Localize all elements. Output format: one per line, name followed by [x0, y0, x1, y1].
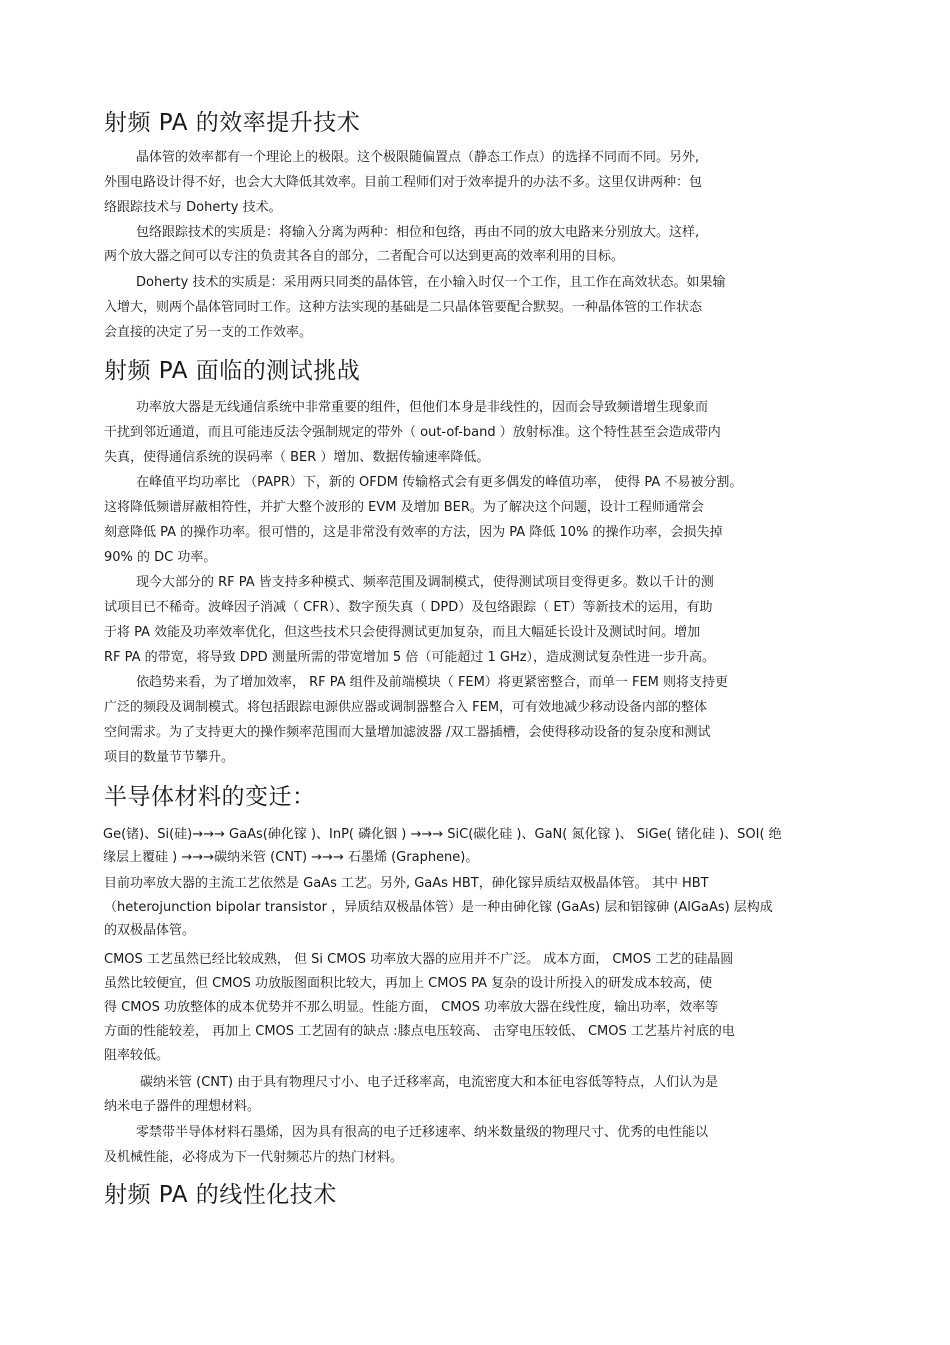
- section-heading-semiconductor-materials: 半导体材料的变迁：: [104, 784, 316, 810]
- paragraph-line: 两个放大器之间可以专注的负责其各自的部分，二者配合可以达到更高的效率利用的目标。: [104, 249, 625, 264]
- paragraph-line: 目前功率放大器的主流工艺依然是 GaAs 工艺。另外, GaAs HBT，砷化镓异质结双极晶体管。 其中 HBT: [104, 876, 709, 891]
- paragraph-line: 干扰到邻近通道，而且可能违反法令强制规定的带外（ out-of-band ）放射标准。这个特性甚至会造成带内: [104, 425, 721, 440]
- paragraph-line: 的双极晶体管。: [104, 923, 196, 938]
- paragraph-line: 方面的性能较差， 再加上 CMOS 工艺固有的缺点 :膝点电压较高、 击穿电压较低、 CMOS 工艺基片衬底的电: [104, 1024, 735, 1039]
- paragraph-line: 失真，使得通信系统的误码率（ BER ）增加、数据传输速率降低。: [104, 450, 490, 465]
- paragraph-line: 碳纳米管 (CNT) 由于具有物理尺寸小、电子迁移率高，电流密度大和本征电容低等特点，人们认为是: [140, 1075, 719, 1090]
- paragraph-line: Ge(锗)、Si(硅)→→→ GaAs(砷化镓 )、InP( 磷化铟 ) →→→ SiC(碳化硅 )、GaN( 氮化镓 )、 SiGe( 锗化硅 )、SOI( 绝: [103, 827, 782, 842]
- paragraph-line: 阻率较低。: [104, 1048, 170, 1063]
- paragraph-line: 试项目已不稀奇。波峰因子消减（ CFR）、数字预失真（ DPD）及包络跟踪（ ET）等新技术的运用，有助: [104, 600, 713, 615]
- paragraph-line: （heterojunction bipolar transistor ，异质结双极晶体管）是一种由砷化镓 (GaAs) 层和铝镓砷 (AlGaAs) 层构成: [104, 900, 773, 915]
- paragraph-line: RF PA 的带宽，将导致 DPD 测量所需的带宽增加 5 倍（可能超过 1 GHz），造成测试复杂性进一步升高。: [104, 650, 716, 665]
- section-heading-test-challenges: 射频 PA 面临的测试挑战: [104, 358, 361, 384]
- paragraph-line: 在峰值平均功率比 （PAPR）下，新的 OFDM 传输格式会有更多偶发的峰值功率， 使得 PA 不易被分割。: [136, 475, 743, 490]
- paragraph-line: 90% 的 DC 功率。: [104, 550, 217, 565]
- paragraph-line: 会直接的决定了另一支的工作效率。: [104, 325, 313, 340]
- paragraph-line: 得 CMOS 功放整体的成本优势并不那么明显。性能方面， CMOS 功率放大器在线性度，输出功率，效率等: [104, 1000, 719, 1015]
- paragraph-line: 空间需求。为了支持更大的操作频率范围而大量增加滤波器 /双工器插槽，会使得移动设备的复杂度和测试: [104, 725, 711, 740]
- paragraph-line: 入增大，则两个晶体管同时工作。这种方法实现的基础是二只晶体管要配合默契。一种晶体管的工作状态: [104, 300, 703, 315]
- paragraph-line: 依趋势来看，为了增加效率， RF PA 组件及前端模块（ FEM）将更紧密整合，而单一 FEM 则将支持更: [136, 675, 729, 690]
- section-heading-linearization: 射频 PA 的线性化技术: [104, 1182, 337, 1208]
- paragraph-line: 纳米电子器件的理想材料。: [104, 1099, 261, 1114]
- paragraph-line: 及机械性能，必将成为下一代射频芯片的热门材料。: [104, 1150, 404, 1165]
- paragraph-line: 外围电路设计得不好，也会大大降低其效率。目前工程师们对于效率提升的办法不多。这里仅讲两种：包: [104, 175, 703, 190]
- paragraph-line: 现今大部分的 RF PA 皆支持多种模式、频率范围及调制模式，使得测试项目变得更多。数以千计的测: [136, 575, 714, 590]
- paragraph-line: Doherty 技术的实质是：采用两只同类的晶体管，在小输入时仅一个工作，且工作在高效状态。如果输: [136, 275, 726, 290]
- paragraph-line: 功率放大器是无线通信系统中非常重要的组件，但他们本身是非线性的，因而会导致频谱增生现象而: [136, 400, 709, 415]
- section-heading-efficiency: 射频 PA 的效率提升技术: [104, 110, 361, 136]
- paragraph-line: 包络跟踪技术的实质是：将输入分离为两种：相位和包络，再由不同的放大电路来分别放大。这样,: [136, 225, 700, 240]
- paragraph-line: 晶体管的效率都有一个理论上的极限。这个极限随偏置点（静态工作点）的选择不同而不同。另外,: [136, 150, 700, 165]
- paragraph-line: 络跟踪技术与 Doherty 技术。: [104, 200, 282, 215]
- paragraph-line: 缘层上覆硅 ) →→→碳纳米管 (CNT) →→→ 石墨烯 (Graphene)。: [103, 850, 479, 865]
- paragraph-line: 虽然比较便宜，但 CMOS 功放版图面积比较大，再加上 CMOS PA 复杂的设计所投入的研发成本较高，使: [104, 976, 713, 991]
- paragraph-line: 刻意降低 PA 的操作功率。很可惜的，这是非常没有效率的方法，因为 PA 降低 10% 的操作功率，会损失掉: [104, 525, 723, 540]
- paragraph-line: CMOS 工艺虽然已经比较成熟， 但 Si CMOS 功率放大器的应用并不广泛。 成本方面， CMOS 工艺的硅晶圆: [104, 952, 734, 967]
- paragraph-line: 零禁带半导体材料石墨烯，因为具有很高的电子迁移速率、纳米数量级的物理尺寸、优秀的电性能以: [136, 1125, 709, 1140]
- paragraph-line: 于将 PA 效能及功率效率优化，但这些技术只会使得测试更加复杂，而且大幅延长设计及测试时间。增加: [104, 625, 701, 640]
- paragraph-line: 这将降低频谱屏蔽相符性，并扩大整个波形的 EVM 及增加 BER。为了解决这个问题，设计工程师通常会: [104, 500, 704, 515]
- paragraph-line: 广泛的频段及调制模式。将包括跟踪电源供应器或调制器整合入 FEM，可有效地减少移动设备内部的整体: [104, 700, 708, 715]
- paragraph-line: 项目的数量节节攀升。: [104, 750, 235, 765]
